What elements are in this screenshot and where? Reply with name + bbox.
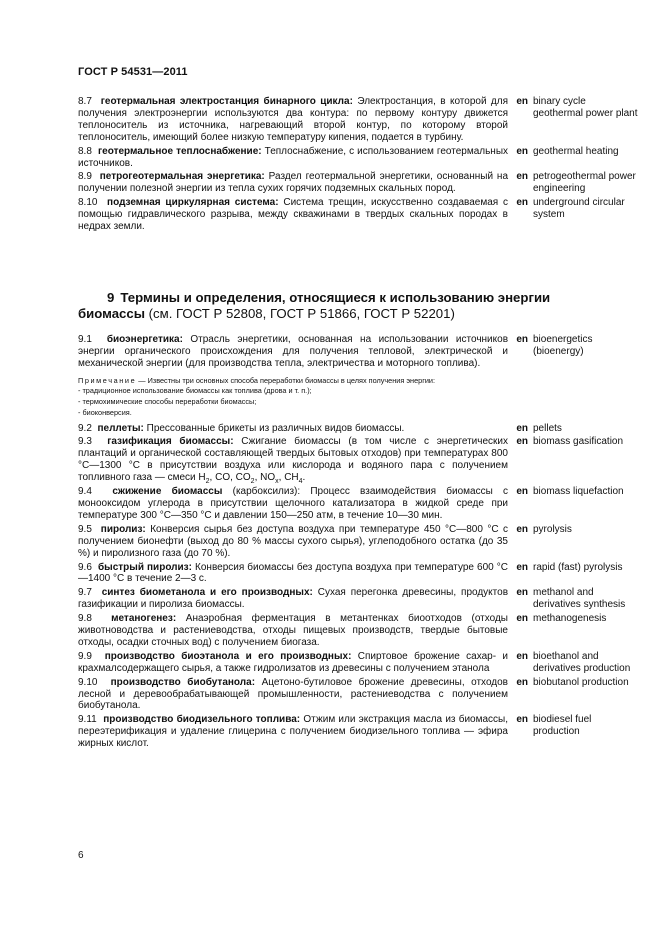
entry-english-term: bioenergetics (bioenergy) <box>533 334 593 357</box>
entry-definition: Отрасль энергетики, основанная на использовании источников энергии органического происхождения для получения тепловой, электрической и механической энергии (для производства тепла, электричества и моторного топлива). <box>78 334 509 369</box>
entry-term: подземная циркулярная система: <box>107 197 279 209</box>
entries-section-8 <box>78 96 638 235</box>
entry-english-term: biomass liquefaction <box>533 486 624 498</box>
entry-english-term: bioethanol and derivatives production <box>533 650 631 674</box>
section-title: Термины и определения, относящиеся к использованию энергии биомассы <box>78 290 551 321</box>
note-label: Примечание <box>78 375 137 385</box>
entry-lang: en <box>516 613 528 625</box>
entry-lang: en <box>516 587 528 599</box>
entry-9-9 <box>78 651 638 675</box>
entry-term: газификация биомассы: <box>107 436 234 448</box>
entry-lang: en <box>516 422 528 434</box>
entry-8-8 <box>78 146 638 170</box>
entry-term: геотермальное теплоснабжение: <box>97 145 262 157</box>
entry-lang: en <box>516 145 528 157</box>
entry-english-term: petrogeothermal power engineering <box>533 171 636 195</box>
entry-english-term: rapid (fast) pyrolysis <box>533 561 623 573</box>
entry-lang: en <box>516 714 528 726</box>
entry-definition: Конверсия биомассы без доступа воздуха при температуре 600 °С—1400 °С в течение 2—3 с. <box>78 561 508 585</box>
entry-definition: Прессованные брикеты из различных видов биомассы. <box>146 422 405 434</box>
entry-8-9 <box>78 171 638 195</box>
entry-english-term: methanol and derivatives synthesis <box>533 587 626 611</box>
section-heading <box>78 290 558 322</box>
entry-lang: en <box>516 334 528 345</box>
entry-definition: Спиртовое брожение сахар- и крахмалсодержащего сырья, а также гидролизатов из древесины с получением этанола <box>78 650 509 674</box>
entry-9-11 <box>78 714 638 750</box>
entry-definition: Электростанция, в которой для получения электроэнергии используются два контура: по первому контуру движется теплоноситель из источника, нагревающий второй контур, по которому второй теплоноситель, имеющий более низкую температуру кипения, подается в турбину. <box>78 96 509 143</box>
note-block <box>78 376 508 419</box>
entry-definition: Ацетоно-бутиловое брожение древесины, отходов лесной и деревообрабатывающей промышленности, растениеводства с получением биобутанола. <box>78 676 508 712</box>
section-number: 9 <box>107 290 115 305</box>
entry-term: производство биодизельного топлива: <box>103 714 301 726</box>
entry-lang: en <box>516 676 528 688</box>
entry-number: 9.2 <box>78 422 92 434</box>
entry-term: производство биобутанола: <box>110 676 256 688</box>
entry-definition: Анаэробная ферментация в метантенках биоотходов (отходы животноводства и растениеводства, отходы пищевых производств, твердые бытовые отходы, осадки сточных вод) с получением биогаза. <box>78 613 508 648</box>
entry-9-7 <box>78 587 638 611</box>
entry-definition: Конверсия сырья без доступа воздуха при температуре 450 °С—800 °С с получением бионефти (выход до 80 % массы сухого сырья), углеподобного остатка (до 35 %) и пиролизного газа (до 70 %). <box>78 523 508 559</box>
entry-number: 8.9 <box>78 171 92 183</box>
entry-8-7 <box>78 96 638 144</box>
entry-lang: en <box>516 650 528 662</box>
entry-definition: Система трещин, искусственно создаваемая с помощью гидравлического разрыва, между скважинами в твердых скальных породах в недрах земли. <box>78 197 508 233</box>
entry-lang: en <box>516 486 528 498</box>
entry-number: 9.4 <box>78 486 92 498</box>
entry-number: 9.11 <box>78 714 97 726</box>
document-header: ГОСТ Р 54531—2011 <box>78 66 188 78</box>
entry-number: 8.7 <box>78 96 92 107</box>
entry-definition: Теплоснабжение, с использованием геотермальных источников. <box>78 145 509 169</box>
entry-english-term: biodiesel fuel production <box>533 714 592 738</box>
entry-8-10 <box>78 197 638 233</box>
entry-term: метаногенез: <box>111 613 177 625</box>
entry-term: петрогеотермальная энергетика: <box>99 171 265 183</box>
entry-english-term: underground circular system <box>533 197 625 221</box>
entry-term: синтез биометанола и его производных: <box>101 587 313 599</box>
entry-lang: en <box>516 171 528 183</box>
entry-lang: en <box>516 436 528 448</box>
entry-term: биоэнергетика: <box>106 334 183 345</box>
section-reference: (см. ГОСТ Р 52808, ГОСТ Р 51866, ГОСТ Р 52201) <box>148 306 455 321</box>
entry-definition: Сухая перегонка древесины, продуктов газификации и пиролиза биомассы. <box>78 587 509 611</box>
entry-9-1 <box>78 334 638 370</box>
entry-term: производство биоэтанола и его производных: <box>104 650 352 662</box>
entry-english-term: biobutanol production <box>533 676 629 688</box>
entry-number: 9.10 <box>78 676 98 688</box>
entry-number: 9.7 <box>78 587 92 599</box>
note-item: - термохимические способы переработки биомассы; <box>78 397 257 407</box>
entry-9-6 <box>78 562 638 586</box>
entry-english-term: binary cycle geothermal power plant <box>533 96 638 119</box>
entry-term: сжижение биомассы <box>112 486 223 498</box>
note-item: - биоконверсия. <box>78 407 132 417</box>
entry-term: пеллеты: <box>97 422 144 434</box>
entry-definition: Сжигание биомассы (в том числе с энергетических плантаций и органической составляющей твердых бытовых отходов) при температурах 800 °С—1300 °С в присутствии воздуха или кислорода и водяного пара с получением топливного газа — смеси $H_2$, CO, $CO_2$, $NO_x$, $CH_4$. <box>78 436 509 486</box>
entry-lang: en <box>516 561 528 573</box>
entry-definition: Раздел геотермальной энергетики, основанный на получении полезной энергии из тепла сухих горячих подземных скальных пород. <box>78 171 509 195</box>
entry-9-8 <box>78 613 638 649</box>
entry-english-term: geothermal heating <box>533 145 619 157</box>
entry-number: 9.8 <box>78 613 92 625</box>
entry-9-5 <box>78 524 638 560</box>
entry-term: пиролиз: <box>100 523 146 535</box>
entry-number: 9.1 <box>78 334 92 345</box>
entry-number: 8.8 <box>78 145 92 157</box>
entry-term: быстрый пиролиз: <box>98 561 192 573</box>
entry-english-term: methanogenesis <box>533 613 607 625</box>
entry-9-10 <box>78 677 638 713</box>
entry-9-4 <box>78 486 638 522</box>
entry-lang: en <box>516 523 528 535</box>
entry-english-term: pyrolysis <box>533 523 572 535</box>
entry-number: 9.6 <box>78 561 92 573</box>
entry-number: 9.5 <box>78 523 92 535</box>
entry-lang: en <box>516 197 528 209</box>
entries-section-9 <box>78 334 638 752</box>
entry-number: 8.10 <box>78 197 98 209</box>
page-number: 6 <box>78 850 84 861</box>
entry-number: 9.9 <box>78 650 92 662</box>
entry-number: 9.3 <box>78 436 92 448</box>
entry-english-term: pellets <box>533 422 562 434</box>
note-intro: — Известны три основных способа переработки биомассы в целях получения энергии: <box>136 375 436 385</box>
entry-term: геотермальная электростанция бинарного цикла: <box>100 96 353 107</box>
entry-9-2 <box>78 423 638 435</box>
entry-definition: Отжим или экстракция масла из биомассы, переэтерификация и удаление глицерина с получением биодизельного топлива — эфира жирных кислот. <box>78 714 509 750</box>
entry-lang: en <box>516 96 528 107</box>
entry-english-term: biomass gasification <box>533 436 624 448</box>
entry-9-3 <box>78 436 638 484</box>
entry-definition: (карбоксилиз): Процесс взаимодействия биомассы с монооксидом углерода в присутствии щелочного катализатора в жидкой среде при температуре 300 °С—350 °С и давлении 150—250 атм, в течение 10—30 мин. <box>78 486 509 521</box>
note-item: - традиционное использование биомассы как топлива (дрова и т. п.); <box>78 386 312 396</box>
